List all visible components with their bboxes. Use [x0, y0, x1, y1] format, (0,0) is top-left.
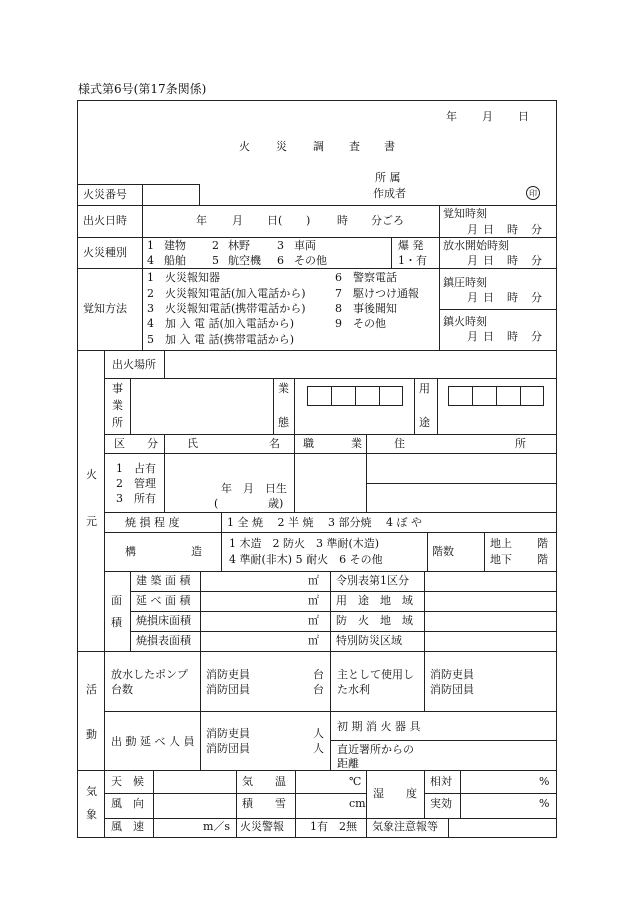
discovery-item-9: 9 その他 [335, 317, 386, 330]
snow-unit: cm [349, 797, 366, 810]
suppression-hour: 時 [507, 291, 518, 304]
col-job-2: 業 [351, 437, 362, 450]
date-month: 月 [482, 110, 493, 123]
use-char-2: 途 [419, 416, 430, 429]
awareness-minute: 分 [531, 223, 542, 236]
outbreak-month: 月 [232, 214, 243, 227]
damage-options: 1 全 焼 2 半 焼 3 部分焼 4 ぼ や [227, 516, 422, 529]
fire-type-building: 建物 [164, 239, 186, 252]
origin-label-bottom: 元 [86, 515, 97, 528]
area-unit-1: ㎡ [308, 574, 319, 587]
fire-type-label: 火災種別 [83, 246, 127, 259]
age-open: ( [214, 497, 219, 510]
form-number: 様式第6号(第17条関係) [78, 82, 207, 96]
water-staff: 消防吏員 [430, 668, 474, 681]
explosion-options: 1・有 [398, 254, 427, 267]
sky-label: 天 候 [111, 775, 144, 788]
area-burned-surface: 焼損表面積 [136, 634, 191, 647]
pumps-unit-2: 台 [313, 683, 324, 696]
area-building: 建 築 面 積 [136, 574, 191, 587]
water-corps: 消防団員 [430, 683, 474, 696]
weather-advisory-label: 気象注意報等 [372, 820, 438, 833]
title-char-5: 書 [384, 140, 395, 153]
floors-above: 地上 [490, 537, 512, 550]
col-job-1: 職 [303, 437, 314, 450]
seal-mark: 印 [526, 186, 540, 200]
pumps-label-1: 放水したポンプ [111, 668, 188, 681]
fire-number-label: 火災番号 [83, 188, 127, 201]
area-unit-4: ㎡ [308, 634, 319, 647]
industry-char-1: 業 [278, 382, 289, 395]
area-burned-floor: 焼損床面積 [136, 614, 191, 627]
suppression-minute: 分 [531, 291, 542, 304]
zone-fire: 防 火 地 域 [336, 614, 413, 627]
title-char-3: 調 [313, 140, 324, 153]
fire-type-other: その他 [294, 254, 327, 267]
area-unit-2: ㎡ [308, 594, 319, 607]
zone-table1: 令別表第1区分 [336, 574, 409, 587]
discovery-label: 覚知方法 [83, 302, 127, 315]
title-char-2: 災 [276, 140, 287, 153]
personnel-label: 出 動 延 べ 人 員 [111, 735, 195, 748]
fire-type-ship: 船舶 [164, 254, 186, 267]
explosion-label: 爆 発 [398, 239, 424, 252]
nearest-station-2: 距離 [337, 757, 359, 770]
water-start-hour: 時 [507, 254, 518, 267]
humidity-effective: 実効 [430, 797, 452, 810]
pumps-corps: 消防団員 [206, 683, 250, 696]
structure-label: 構 造 [125, 545, 202, 558]
water-start-label: 放水開始時刻 [443, 239, 509, 252]
activity-vertical-2: 動 [86, 728, 97, 741]
extinguish-day: 日 [483, 330, 494, 343]
date-year: 年 [446, 110, 457, 123]
title-char-4: 査 [349, 140, 360, 153]
affiliation-label: 所 属 [375, 171, 401, 184]
outbreak-label: 出火日時 [83, 214, 127, 227]
origin-label-top: 火 [86, 468, 97, 481]
birth-date: 年 月 日生 [221, 482, 287, 495]
area-unit-3: ㎡ [308, 614, 319, 627]
activity-vertical-1: 活 [86, 683, 97, 696]
fire-type-5-num: 5 [212, 254, 219, 267]
col-classification: 区 分 [114, 437, 158, 450]
age-label: 歳) [268, 497, 284, 510]
damage-label: 焼 損 程 度 [125, 516, 180, 529]
discovery-item-8: 8 事後聞知 [335, 302, 397, 315]
fire-type-2-num: 2 [212, 239, 219, 252]
suppression-day: 日 [483, 291, 494, 304]
industry-char-2: 態 [278, 416, 289, 429]
extinguish-hour: 時 [507, 330, 518, 343]
zone-disaster: 特別防災区域 [336, 634, 402, 647]
discovery-item-1: 1 火災報知器 [147, 271, 220, 284]
pumps-unit-1: 台 [313, 668, 324, 681]
structure-options-2: 4 準耐(非木) 5 耐火 6 その他 [229, 553, 383, 566]
structure-options-1: 1 木造 2 防火 3 準耐(木造) [229, 537, 380, 550]
main-water-1: 主として使用し [337, 668, 414, 681]
area-total-floor: 延 べ 面 積 [136, 594, 191, 607]
discovery-item-2: 2 火災報知電話(加入電話から) [147, 287, 306, 300]
title-char-1: 火 [239, 140, 250, 153]
business-char-1: 事 [112, 382, 123, 395]
temperature-unit: ℃ [349, 775, 362, 788]
extinguish-label: 鎮火時刻 [443, 315, 487, 328]
fire-type-forest: 林野 [228, 239, 250, 252]
initial-extinguisher: 初 期 消 火 器 具 [337, 720, 421, 733]
awareness-day: 日 [483, 223, 494, 236]
weather-vertical-2: 象 [86, 808, 97, 821]
floors-label: 階数 [432, 545, 454, 558]
suppression-month: 月 [467, 291, 478, 304]
outbreak-hour: 時 [337, 214, 348, 227]
water-start-minute: 分 [531, 254, 542, 267]
floors-above-unit: 階 [537, 537, 548, 550]
wind-direction-label: 風 向 [111, 797, 144, 810]
fire-type-6-num: 6 [277, 254, 284, 267]
snow-label: 積 雪 [242, 797, 286, 810]
discovery-item-4: 4 加 入 電 話(加入電話から) [147, 317, 295, 330]
personnel-staff: 消防吏員 [206, 727, 250, 740]
pumps-staff: 消防吏員 [206, 668, 250, 681]
business-char-2: 業 [112, 399, 123, 412]
extinguish-minute: 分 [531, 330, 542, 343]
col-addr-1: 住 [394, 437, 405, 450]
fire-type-vehicle: 車両 [294, 239, 316, 252]
humidity-effective-unit: % [539, 797, 550, 810]
area-vertical-2: 積 [111, 616, 122, 629]
date-day: 日 [518, 110, 529, 123]
pumps-label-2: 台数 [111, 683, 133, 696]
temperature-label: 気 温 [242, 775, 286, 788]
fire-location-label: 出火場所 [112, 358, 156, 371]
fire-warning-options: 1有 2無 [310, 820, 357, 833]
awareness-hour: 時 [507, 223, 518, 236]
area-vertical-1: 面 [111, 594, 122, 607]
wind-speed-unit: m／s [203, 820, 231, 833]
possession-2: 2 管理 [116, 477, 156, 490]
outbreak-paren: ) [306, 214, 311, 227]
outbreak-minute: 分ごろ [371, 214, 404, 227]
col-name-1: 氏 [187, 437, 198, 450]
fire-warning-label: 火災警報 [240, 820, 284, 833]
fire-type-4-num: 4 [147, 254, 154, 267]
personnel-unit-2: 人 [313, 742, 324, 755]
fire-type-3-num: 3 [277, 239, 284, 252]
possession-1: 1 占有 [116, 462, 156, 475]
outbreak-year: 年 [196, 214, 207, 227]
main-water-2: た水利 [337, 683, 370, 696]
zone-use: 用 途 地 域 [336, 594, 413, 607]
floors-below-unit: 階 [537, 553, 548, 566]
humidity-label: 湿 度 [373, 787, 417, 800]
col-name-2: 名 [269, 437, 280, 450]
water-start-day: 日 [483, 254, 494, 267]
awareness-time-label: 覚知時刻 [443, 207, 487, 220]
discovery-item-5: 5 加 入 電 話(携帯電話から) [147, 333, 295, 346]
awareness-month: 月 [467, 223, 478, 236]
discovery-item-7: 7 駆けつけ通報 [335, 287, 419, 300]
humidity-relative-unit: % [539, 775, 550, 788]
fire-type-1-num: 1 [147, 239, 154, 252]
humidity-relative: 相対 [430, 775, 452, 788]
business-char-3: 所 [112, 416, 123, 429]
fire-type-aircraft: 航空機 [228, 254, 261, 267]
suppression-label: 鎮圧時刻 [443, 276, 487, 289]
personnel-corps: 消防団員 [206, 742, 250, 755]
nearest-station-1: 直近署所からの [337, 743, 414, 756]
author-label: 作成者 [373, 187, 406, 200]
discovery-item-6: 6 警察電話 [335, 271, 397, 284]
water-start-month: 月 [467, 254, 478, 267]
weather-vertical-1: 気 [86, 785, 97, 798]
personnel-unit-1: 人 [313, 727, 324, 740]
discovery-item-3: 3 火災報知電話(携帯電話から) [147, 302, 306, 315]
outbreak-day: 日( [267, 214, 283, 227]
floors-below: 地下 [490, 553, 512, 566]
use-char-1: 用 [419, 382, 430, 395]
col-addr-2: 所 [515, 437, 526, 450]
possession-3: 3 所有 [116, 492, 156, 505]
extinguish-month: 月 [467, 330, 478, 343]
wind-speed-label: 風 速 [111, 820, 144, 833]
